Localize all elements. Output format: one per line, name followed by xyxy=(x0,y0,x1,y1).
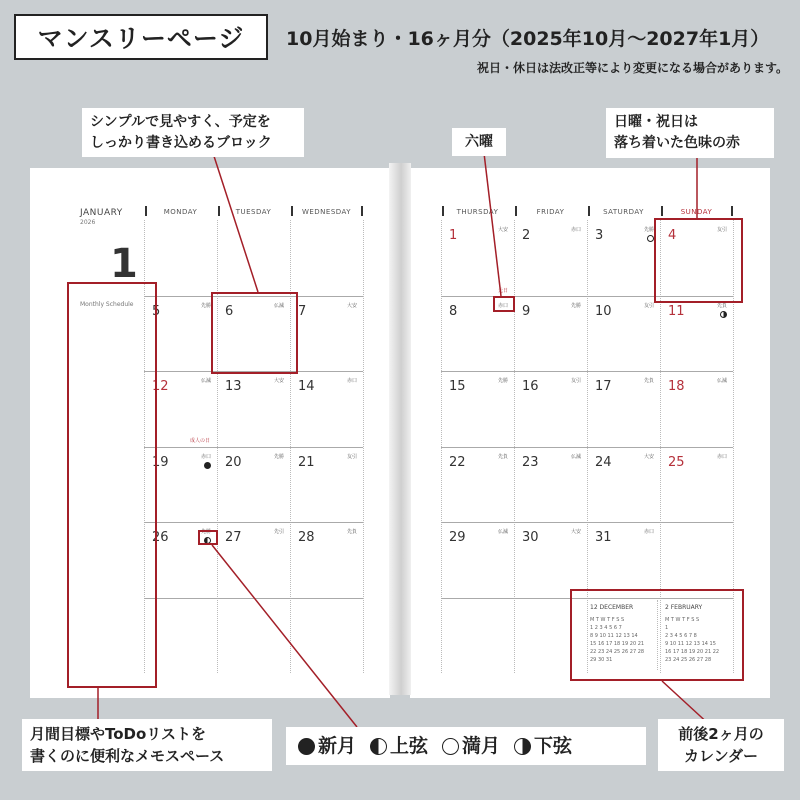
rokuyo-label: 仏滅 xyxy=(274,302,285,309)
moon-legend xyxy=(286,727,646,765)
day-number: 29 xyxy=(449,530,466,545)
rokuyo-label: 赤口 xyxy=(571,227,582,233)
rokuyo-label: 先勝 xyxy=(571,302,582,309)
rokuyo-label: 仏滅 xyxy=(717,378,728,384)
day-number: 8 xyxy=(449,303,458,319)
day-number: 31 xyxy=(595,530,612,545)
callout-line: しっかり書き込めるブロック xyxy=(90,135,272,151)
legend-new-moon xyxy=(298,736,356,757)
weekday-header: WEDNESDAY xyxy=(301,208,352,216)
mini-cal-row: 1 xyxy=(665,625,669,631)
header-tick xyxy=(731,206,733,216)
rokuyo-label: 先勝 xyxy=(201,302,212,309)
rokuyo-label: 先負 xyxy=(644,378,655,384)
grid-line xyxy=(144,447,363,448)
day-number: 15 xyxy=(449,379,466,394)
header-tick xyxy=(515,206,517,216)
day-number: 19 xyxy=(152,454,169,470)
day-number: 21 xyxy=(298,454,315,470)
legend-label: 新月 xyxy=(318,734,357,757)
day-number: 25 xyxy=(668,454,685,470)
holiday-label: 元日 xyxy=(498,288,509,294)
day-number: 10 xyxy=(595,303,612,319)
header-tick xyxy=(361,206,363,216)
day-number: 1 xyxy=(449,228,458,243)
header-tick xyxy=(588,206,590,216)
rokuyo-label: 友引 xyxy=(571,378,582,384)
new-moon-icon xyxy=(204,462,211,469)
day-number: 11 xyxy=(668,303,685,319)
grid-line xyxy=(441,371,733,372)
rokuyo-label: 友引 xyxy=(644,302,655,309)
grid-line xyxy=(441,522,733,523)
mini-cal-row: 2 3 4 5 6 7 8 xyxy=(665,633,697,639)
rokuyo-label: 先引 xyxy=(274,529,285,535)
weekday-header: THURSDAY xyxy=(456,208,499,216)
legend-label: 満月 xyxy=(462,734,501,757)
mini-cal-row: 15 16 17 18 19 20 21 xyxy=(590,641,645,647)
rokuyo-label: 大安 xyxy=(274,378,285,384)
header-tick xyxy=(218,206,220,216)
rokuyo-label: 先勝 xyxy=(274,453,285,460)
day-number: 3 xyxy=(595,228,604,243)
mini-cal-weekdays: M T W T F S S xyxy=(665,617,700,623)
callout-sunday xyxy=(606,108,774,158)
rokuyo-label: 先負 xyxy=(347,529,358,535)
full-moon-icon xyxy=(442,738,459,755)
rokuyo-label: 友引 xyxy=(347,453,358,460)
rokuyo-highlight xyxy=(493,296,515,312)
grid-line xyxy=(441,447,733,448)
weekday-header: FRIDAY xyxy=(536,208,565,216)
callout-line: 前後2ヶ月の xyxy=(678,725,764,743)
grid-line xyxy=(144,522,363,523)
first-quarter-moon-icon xyxy=(370,738,387,755)
legend-last-quarter xyxy=(514,736,572,757)
day-number: 7 xyxy=(298,303,307,319)
day-number: 14 xyxy=(298,379,315,394)
day-number: 16 xyxy=(522,379,539,394)
callout-rokuyo xyxy=(452,128,506,156)
grid-line xyxy=(144,598,363,599)
holiday-label: 成人の日 xyxy=(190,438,211,444)
mini-cal-title: 12 DECEMBER xyxy=(590,604,634,611)
rokuyo-label: 友引 xyxy=(717,227,728,233)
mini-cal-row: 29 30 31 xyxy=(590,657,613,663)
mini-cal-highlight xyxy=(570,589,744,681)
day-number: 12 xyxy=(152,379,169,394)
last-quarter-moon-icon xyxy=(720,311,727,318)
callout-memo-space xyxy=(22,719,272,771)
rokuyo-label: 大安 xyxy=(644,453,655,460)
header-tick xyxy=(661,206,663,216)
page-title: マンスリーページ xyxy=(14,14,268,60)
weekday-header: TUESDAY xyxy=(235,208,272,216)
day-number: 5 xyxy=(152,303,161,319)
callout-mini-calendar xyxy=(658,719,784,771)
day-number: 22 xyxy=(449,454,466,470)
memo-highlight xyxy=(67,282,157,688)
legend-label: 上弦 xyxy=(390,734,429,757)
callout-line: シンプルで見やすく、予定を xyxy=(90,114,271,130)
callout-line: カレンダー xyxy=(683,747,759,765)
day-number: 9 xyxy=(522,303,531,319)
mini-cal-row: 22 23 24 25 26 27 28 xyxy=(590,649,645,655)
weekday-header: SUNDAY xyxy=(680,208,713,216)
rokuyo-label: 先負 xyxy=(498,453,509,460)
mini-cal-weekdays: M T W T F S S xyxy=(590,617,625,623)
year-label: 2026 xyxy=(80,219,96,226)
moon-highlight xyxy=(198,530,218,545)
day-number: 2 xyxy=(522,228,531,243)
block-highlight xyxy=(211,292,298,374)
callout-line: 書くのに便利なメモスペース xyxy=(30,747,225,765)
rokuyo-label: 仏滅 xyxy=(498,529,509,535)
rokuyo-label: 大安 xyxy=(498,227,509,233)
weekday-header: SATURDAY xyxy=(603,208,644,216)
spine xyxy=(389,163,411,695)
callout-simple-block xyxy=(82,108,304,157)
rokuyo-label: 大安 xyxy=(347,302,358,309)
mini-cal-row: 16 17 18 19 20 21 22 xyxy=(665,649,720,655)
rokuyo-label: 赤口 xyxy=(717,453,728,460)
sunday-highlight xyxy=(654,218,743,303)
day-number: 28 xyxy=(298,530,315,545)
rokuyo-label: 赤口 xyxy=(644,529,655,535)
new-moon-icon xyxy=(298,738,315,755)
holiday-note: 祝日・休日は法改正等により変更になる場合があります。 xyxy=(476,61,788,75)
mini-cal-row: 9 10 11 12 13 14 15 xyxy=(665,641,716,647)
rokuyo-label: 先勝 xyxy=(498,378,509,384)
day-number: 26 xyxy=(152,530,169,545)
subtitle: 10月始まり・16ヶ月分（2025年10月〜2027年1月） xyxy=(286,28,770,50)
day-number: 27 xyxy=(225,530,242,545)
legend-first-quarter xyxy=(370,736,428,757)
rokuyo-label: 先勝 xyxy=(201,529,212,535)
rokuyo-label: 赤口 xyxy=(498,302,509,309)
callout-line: 月間目標やToDoリストを xyxy=(30,725,207,743)
month-number: 1 xyxy=(110,241,138,287)
memo-label: Monthly Schedule xyxy=(80,301,134,308)
callout-line: 日曜・祝日は xyxy=(614,114,698,130)
day-number: 4 xyxy=(668,228,677,243)
month-name: JANUARY xyxy=(80,208,123,218)
mini-cal-row: 23 24 25 26 27 28 xyxy=(665,657,712,663)
mini-cal-row: 1 2 3 4 5 6 7 xyxy=(590,625,622,631)
header-tick xyxy=(291,206,293,216)
legend-label: 下弦 xyxy=(534,734,573,757)
grid-line xyxy=(363,220,364,673)
day-number: 24 xyxy=(595,454,612,470)
day-number: 20 xyxy=(225,454,242,470)
callout-line: 六曜 xyxy=(465,134,493,150)
weekday-header: MONDAY xyxy=(163,208,198,216)
day-number: 17 xyxy=(595,379,612,394)
rokuyo-label: 赤口 xyxy=(347,378,358,384)
full-moon-icon xyxy=(647,235,654,242)
day-number: 23 xyxy=(522,454,539,470)
rokuyo-label: 先勝 xyxy=(644,227,655,233)
rokuyo-label: 大安 xyxy=(571,529,582,535)
last-quarter-moon-icon xyxy=(514,738,531,755)
day-number: 13 xyxy=(225,379,242,394)
rokuyo-label: 赤口 xyxy=(201,453,212,460)
callout-line: 落ち着いた色味の赤 xyxy=(614,135,740,151)
mini-cal-title: 2 FEBRUARY xyxy=(665,604,703,611)
day-number: 18 xyxy=(668,379,685,394)
rokuyo-label: 仏滅 xyxy=(571,453,582,460)
day-number: 30 xyxy=(522,530,539,545)
rokuyo-label: 仏滅 xyxy=(201,378,212,384)
legend-full-moon xyxy=(442,736,500,757)
header-tick xyxy=(145,206,147,216)
header-tick xyxy=(442,206,444,216)
mini-cal-row: 8 9 10 11 12 13 14 xyxy=(590,633,638,639)
rokuyo-label: 先負 xyxy=(717,302,728,309)
day-number: 6 xyxy=(225,303,234,319)
